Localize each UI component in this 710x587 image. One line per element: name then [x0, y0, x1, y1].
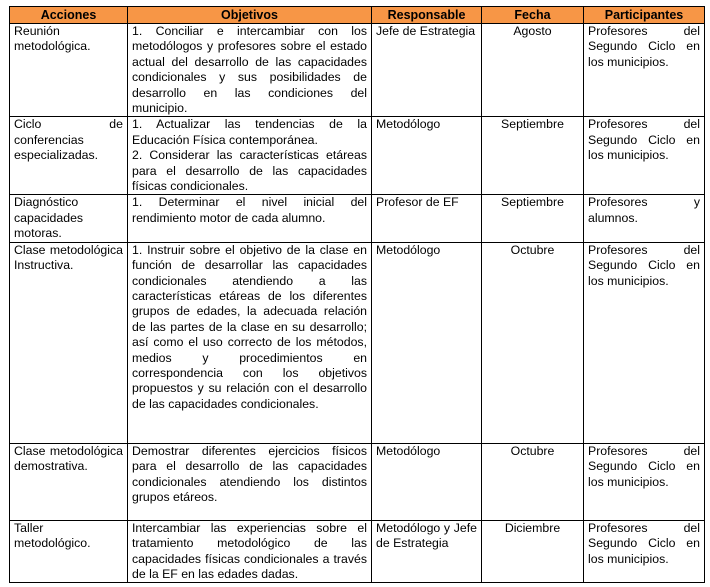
cell-participantes: Profesores y alumnos. [584, 195, 705, 242]
table-row [10, 443, 705, 520]
table-header-row [10, 7, 705, 24]
cell-accion: Ciclo de conferencias especializadas. [10, 117, 128, 195]
action-plan-table [9, 6, 705, 583]
cell-fecha: Octubre [482, 443, 584, 520]
cell-fecha: Agosto [482, 24, 584, 117]
table-row [10, 195, 705, 242]
cell-accion: Reunión metodológica. [10, 24, 128, 117]
header-acciones: Acciones [10, 7, 128, 24]
objetivo-item-1: 1. Actualizar las tendencias de la Educación Física contemporánea. [132, 117, 367, 147]
cell-accion: Clase metodológica demostrativa. [10, 443, 128, 520]
header-responsable: Responsable [372, 7, 482, 24]
cell-accion: Diagnóstico capacidades motoras. [10, 195, 128, 242]
cell-responsable: Metodólogo [372, 117, 482, 195]
table-row [10, 520, 705, 583]
cell-fecha: Diciembre [482, 520, 584, 583]
cell-objetivo: 1. Instruir sobre el objetivo de la clase en función de desarrollar las capacidades condicionales atendiendo a las características etáreas de los diferentes grupos de edades, la adecuada relación de las partes de la clase en su desarrollo; así como el uso correcto de los métodos, medios y procedimientos en correspondencia con los objetivos propuestos y su relación con el desarrollo de las capacidades condicionales. [128, 242, 372, 443]
cell-responsable: Metodólogo [372, 443, 482, 520]
cell-objetivo: 1. Conciliar e intercambiar con los metodólogos y profesores sobre el estado actual del desarrollo de las capacidades condicionales y sus posibilidades de desarrollo en las condiciones del municipio. [128, 24, 372, 117]
cell-fecha: Septiembre [482, 117, 584, 195]
cell-objetivo: 1. Determinar el nivel inicial del rendimiento motor de cada alumno. [128, 195, 372, 242]
cell-objetivo: Intercambiar las experiencias sobre el tratamiento metodológico de las capacidades físicas condicionales a través de la EF en las edades dadas. [128, 520, 372, 583]
cell-responsable: Metodólogo [372, 242, 482, 443]
cell-fecha: Octubre [482, 242, 584, 443]
header-objetivos: Objetivos [128, 7, 372, 24]
objetivo-item-2: 2. Considerar las características etáreas para el desarrollo de las capacidades físicas condicionales. [132, 148, 367, 194]
cell-accion: Clase metodológica Instructiva. [10, 242, 128, 443]
cell-participantes: Profesores del Segundo Ciclo en los municipios. [584, 520, 705, 583]
cell-participantes: Profesores del Segundo Ciclo en los municipios. [584, 117, 705, 195]
header-participantes: Participantes [584, 7, 705, 24]
cell-objetivo: Demostrar diferentes ejercicios físicos para el desarrollo de las capacidades condicionales atendiendo los distintos grupos etáreos. [128, 443, 372, 520]
header-fecha: Fecha [482, 7, 584, 24]
table-row [10, 24, 705, 117]
cell-responsable: Metodólogo y Jefe de Estrategia [372, 520, 482, 583]
cell-participantes: Profesores del Segundo Ciclo en los municipios. [584, 24, 705, 117]
cell-responsable: Jefe de Estrategia [372, 24, 482, 117]
table-row [10, 117, 705, 195]
cell-participantes: Profesores del Segundo Ciclo en los municipios. [584, 443, 705, 520]
table-row [10, 242, 705, 443]
cell-fecha: Septiembre [482, 195, 584, 242]
cell-responsable: Profesor de EF [372, 195, 482, 242]
cell-objetivo [128, 117, 372, 195]
cell-participantes: Profesores del Segundo Ciclo en los municipios. [584, 242, 705, 443]
cell-accion: Taller metodológico. [10, 520, 128, 583]
